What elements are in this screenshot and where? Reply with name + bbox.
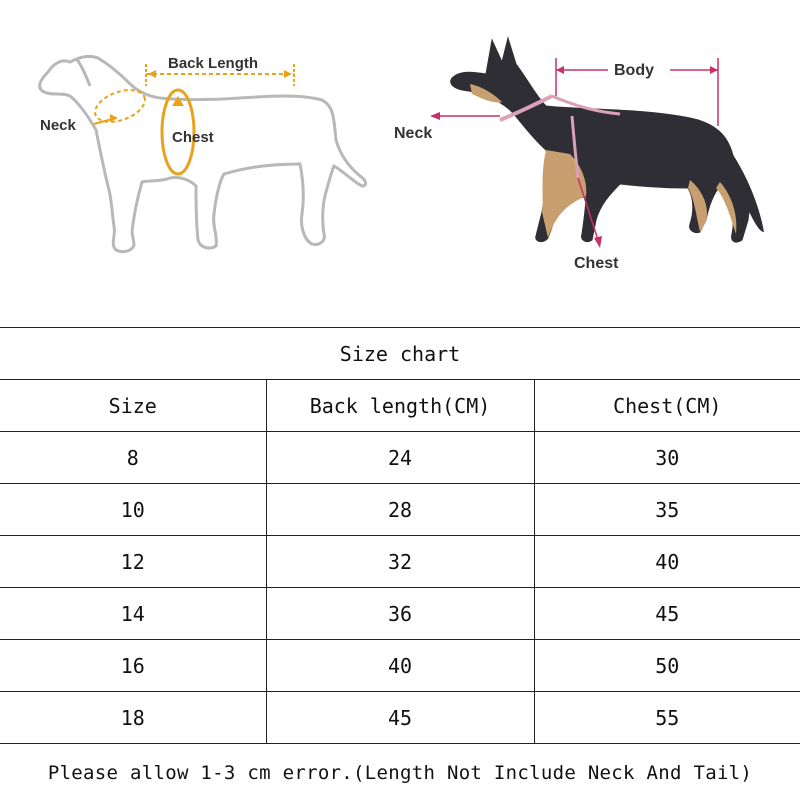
table-row [0,536,800,588]
chest-cell: 30 [534,432,800,484]
table-row [0,692,800,744]
table-row [0,640,800,692]
outline-dog-diagram [40,55,366,252]
column-header-size: Size [0,380,266,432]
back-length-cell: 36 [266,588,534,640]
left-neck-label: Neck [40,117,76,134]
size-cell: 18 [0,692,266,744]
back-length-cell: 24 [266,432,534,484]
measurement-illustration [0,0,800,300]
chest-cell: 55 [534,692,800,744]
size-cell: 8 [0,432,266,484]
right-chest-label: Chest [574,255,619,272]
size-chart-title: Size chart [0,328,800,380]
body-label: Body [614,62,654,79]
size-cell: 12 [0,536,266,588]
back-length-cell: 32 [266,536,534,588]
size-chart-table [0,327,800,744]
size-cell: 10 [0,484,266,536]
column-header-chest: Chest(CM) [534,380,800,432]
chest-cell: 45 [534,588,800,640]
size-cell: 16 [0,640,266,692]
table-row [0,588,800,640]
shepherd-dog-diagram [394,38,764,272]
back-length-cell: 28 [266,484,534,536]
back-length-cell: 45 [266,692,534,744]
chest-cell: 50 [534,640,800,692]
left-chest-label: Chest [172,129,214,146]
back-length-label: Back Length [168,55,259,72]
chest-cell: 40 [534,536,800,588]
footnote: Please allow 1-3 cm error.(Length Not Include Neck And Tail) [47,762,753,784]
table-row [0,432,800,484]
column-header-back-length: Back length(CM) [266,380,534,432]
header-row [0,380,800,432]
size-chart-title-row [0,328,800,380]
chest-cell: 35 [534,484,800,536]
back-length-cell: 40 [266,640,534,692]
right-neck-label: Neck [394,125,433,142]
size-cell: 14 [0,588,266,640]
table-row [0,484,800,536]
